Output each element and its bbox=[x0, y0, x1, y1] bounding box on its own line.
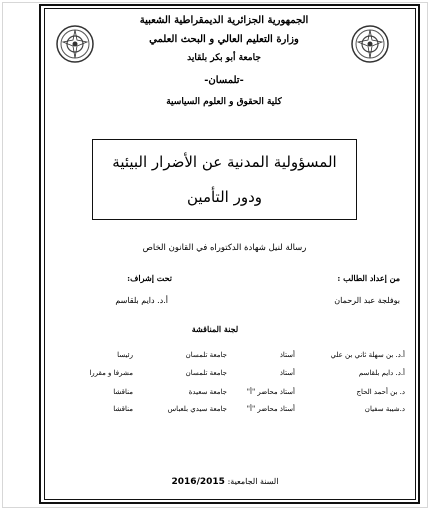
thesis-title-box bbox=[92, 139, 357, 220]
committee-member-role: مناقشا bbox=[113, 405, 133, 413]
thesis-title-line-2: ودور التأمين bbox=[187, 188, 262, 206]
thesis-title-line-1: المسؤولية المدنية عن الأضرار البيئية bbox=[112, 153, 337, 171]
academic-year-label: السنة الجامعية: bbox=[227, 477, 279, 486]
committee-member-university: جامعة سعيدة bbox=[188, 388, 227, 396]
committee-member-name: أ.د. دايم بلقاسم bbox=[358, 369, 405, 377]
committee-row bbox=[55, 405, 405, 417]
committee-title: لجنة المناقشة bbox=[191, 324, 239, 334]
committee-member-name: د. بن أحمد الحاج bbox=[356, 388, 405, 396]
header-republic: الجمهورية الجزائرية الديمقراطية الشعبية bbox=[139, 15, 309, 26]
supervision-label: تحت إشراف: bbox=[127, 273, 172, 283]
supervisor-name: أ.د. دايم بلقاسم bbox=[115, 296, 168, 305]
header-city: -تلمسان- bbox=[204, 75, 244, 86]
student-name: بوفلجة عبد الرحمان bbox=[334, 296, 400, 305]
header-university: جامعة أبو بكر بلقايد bbox=[187, 53, 261, 63]
header-ministry: وزارة التعليم العالي و البحث العلمي bbox=[149, 34, 299, 45]
committee-member-role: رئيسا bbox=[117, 351, 133, 359]
committee-member-university: جامعة تلمسان bbox=[185, 351, 227, 359]
committee-row bbox=[55, 351, 405, 363]
committee-member-rank: أستاذ محاضر "أ" bbox=[246, 388, 295, 396]
header-faculty: كلية الحقوق و العلوم السياسية bbox=[166, 97, 282, 107]
committee-member-name: أ.د. بن سهلة ثاني بن علي bbox=[330, 351, 405, 359]
committee-row bbox=[55, 369, 405, 381]
committee-member-name: د.شيبة سفيان bbox=[364, 405, 405, 413]
committee-member-rank: أستاذ bbox=[279, 369, 295, 377]
university-seal-icon bbox=[55, 24, 95, 64]
committee-member-role: مناقشا bbox=[113, 388, 133, 396]
degree-subtitle: رسالة لنيل شهادة الدكتوراه في القانون الخاص bbox=[142, 243, 307, 253]
committee-row bbox=[55, 388, 405, 400]
committee-member-role: مشرفا و مقررا bbox=[89, 369, 133, 377]
academic-year bbox=[130, 477, 320, 487]
prepared-by-label: من إعداد الطالب : bbox=[337, 273, 400, 283]
committee-member-university: جامعة سيدي بلعباس bbox=[167, 405, 227, 413]
committee-member-rank: أستاذ bbox=[279, 351, 295, 359]
university-seal-icon bbox=[350, 24, 390, 64]
academic-year-value: 2016/2015 bbox=[171, 477, 225, 487]
committee-member-university: جامعة تلمسان bbox=[185, 369, 227, 377]
committee-member-rank: أستاذ محاضر "أ" bbox=[246, 405, 295, 413]
